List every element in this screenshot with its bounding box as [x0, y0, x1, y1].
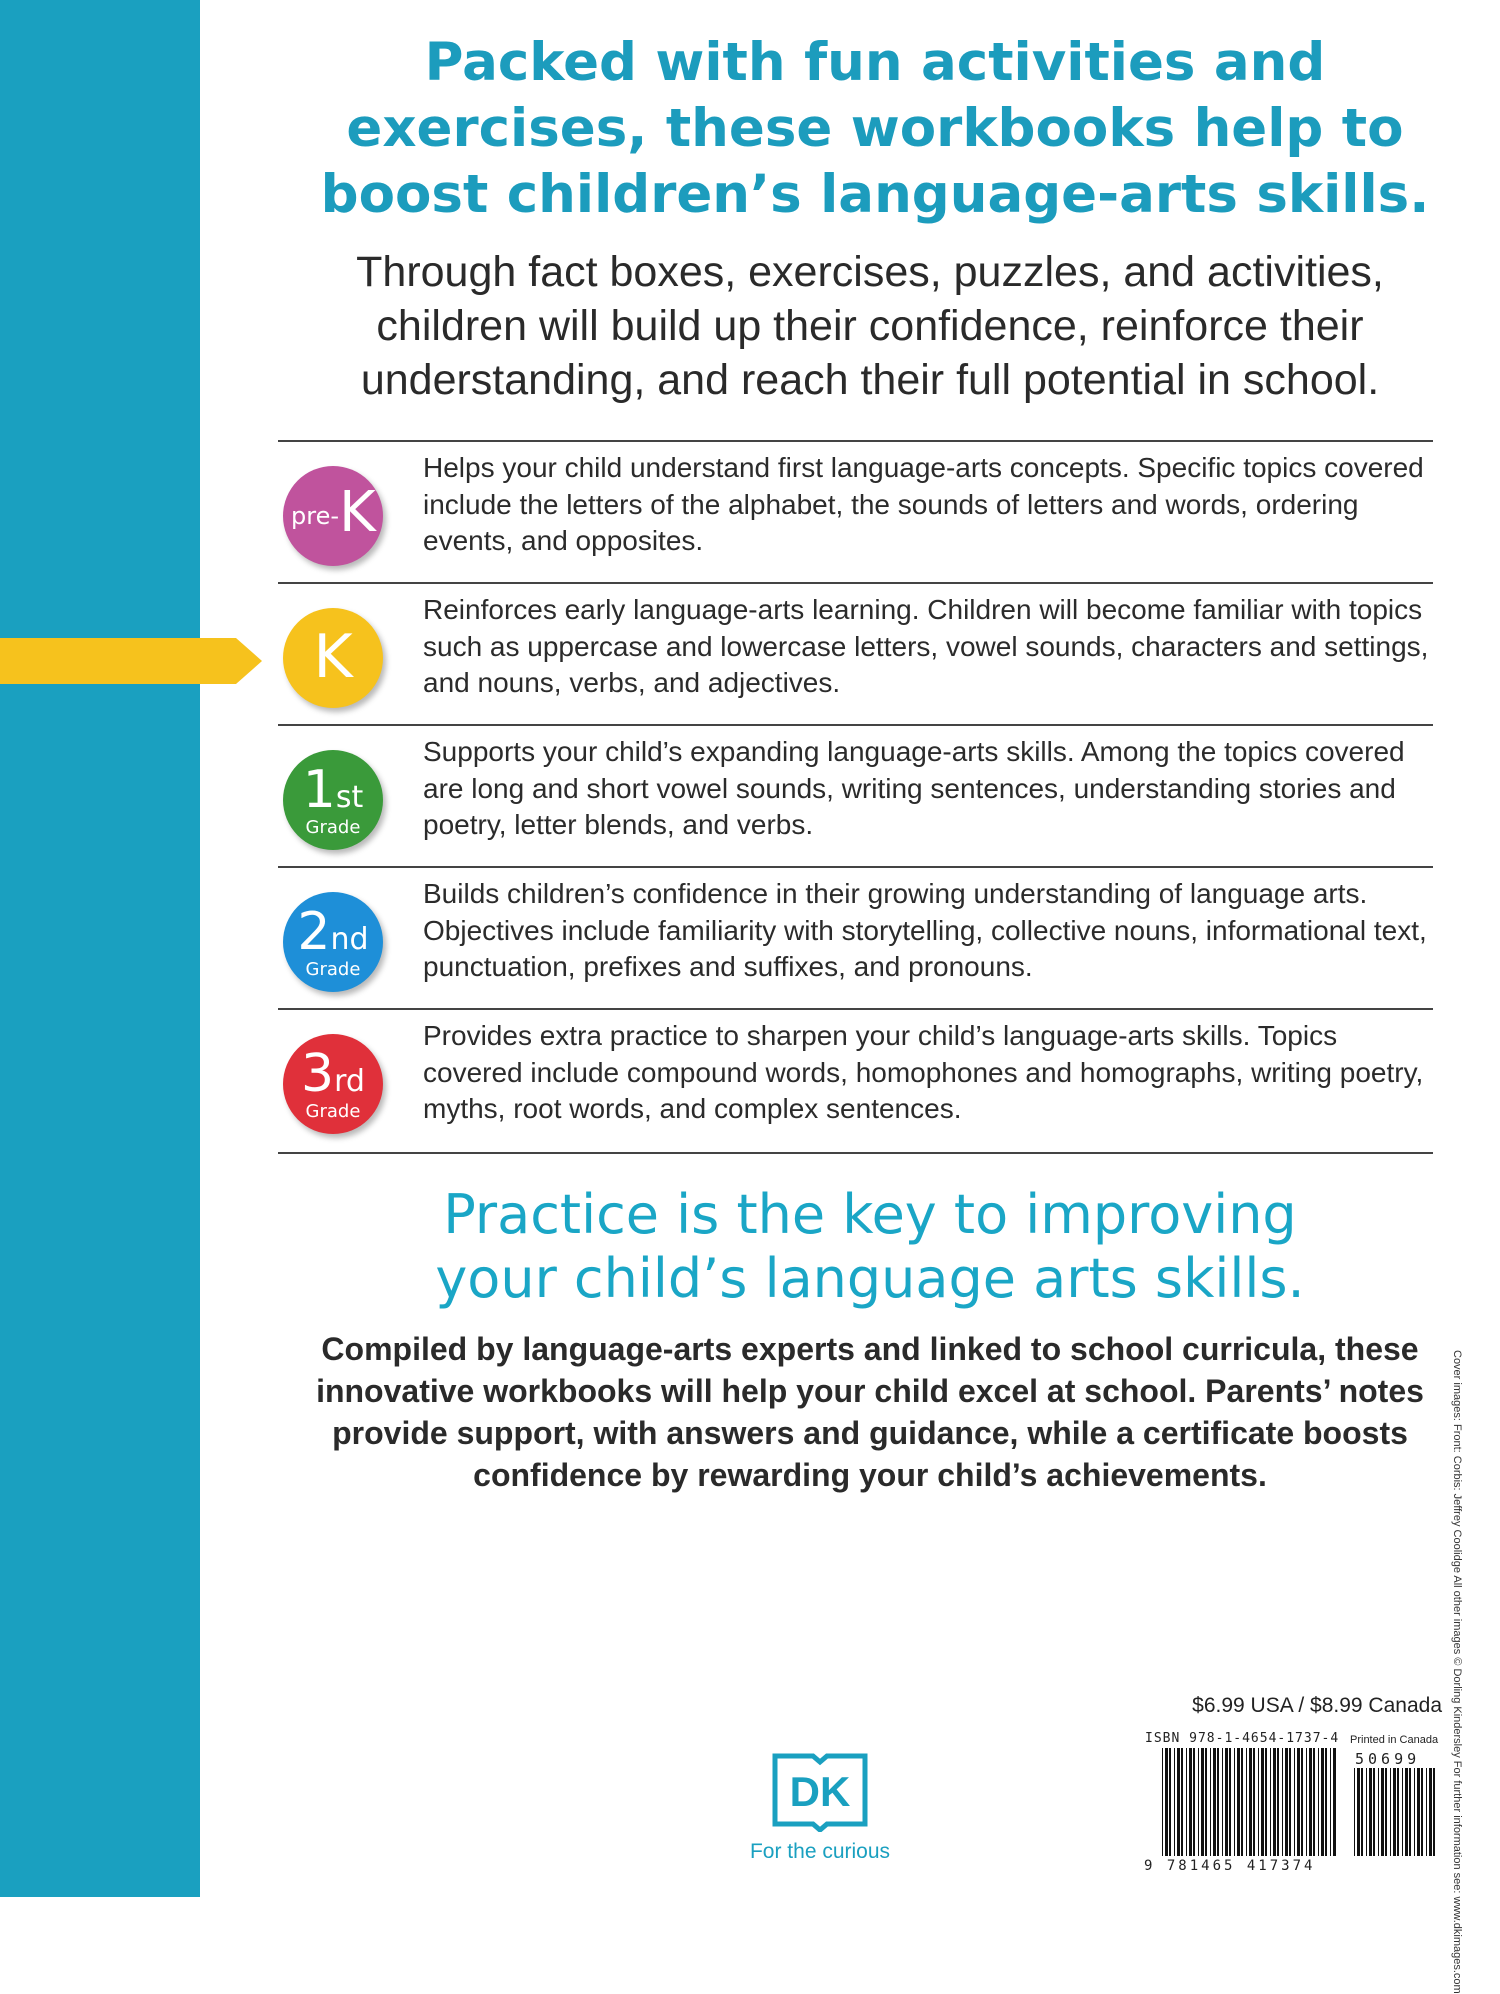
badge-grade-label: Grade [305, 1101, 361, 1122]
level-description: Reinforces early language-arts learning. Children will become familiar with topics such as uppercase and lowercase letters, vowel sounds, characters and settings, and nouns, verbs, and adjectives. [423, 594, 1429, 698]
isbn: ISBN 978-1-4654-1737-4 [1145, 1731, 1340, 1746]
level-row-prek [278, 442, 1433, 582]
compiled-text: Compiled by language-arts experts and linked to school curricula, these innovative workbooks will help your child excel at school. Parents’ notes provide support, with answers and guidance, while a certificate boosts confidence by rewarding your child’s achievements. [316, 1331, 1424, 1493]
practice-slogan [270, 1183, 1470, 1311]
printed-in: Printed in Canada [1350, 1734, 1439, 1746]
practice-line-1: Practice is the key to improving [443, 1183, 1297, 1246]
badge-grade-label: Grade [305, 817, 361, 838]
badge-prefix: pre- [291, 502, 339, 530]
k-badge [283, 608, 383, 708]
badge-main: K [313, 622, 353, 692]
badge-main: 3 [301, 1044, 335, 1104]
tagline: For the curious [749, 1840, 891, 1863]
highlight-arrow-tab [0, 638, 262, 684]
practice-line-2: your child’s language arts skills. [435, 1247, 1305, 1310]
price: $6.99 USA / $8.99 Canada [1192, 1694, 1442, 1717]
headline: Packed with fun activities and exercises, these workbooks help to boost children’s language-arts skills. [320, 32, 1430, 225]
image-credit [1449, 1350, 1463, 1994]
level-description: Builds children’s confidence in their growing understanding of language arts. Objectives include familiarity with storytelling, collective nouns, informational text, punctuation, prefixes and suffixes, and pronouns. [423, 878, 1427, 982]
level-description: Helps your child understand first language-arts concepts. Specific topics covered include the letters of the alphabet, the sounds of letters and words, ordering events, and opposites. [423, 452, 1424, 556]
level-description: Provides extra practice to sharpen your child’s language-arts skills. Topics covered include compound words, homophones and homographs, writing poetry, myths, root words, and complex sentences. [423, 1020, 1424, 1124]
prek-badge [283, 466, 383, 566]
level-row-k [278, 584, 1433, 724]
second-grade-badge [283, 892, 383, 992]
level-description: Supports your child’s expanding language-arts skills. Among the topics covered are long and short vowel sounds, writing sentences, understanding stories and poetry, letter blends, and verbs. [423, 736, 1405, 840]
divider [278, 1152, 1433, 1154]
badge-ordinal: nd [330, 922, 369, 957]
intro-text: Through fact boxes, exercises, puzzles, and activities, children will build up their confidence, reinforce their understanding, and reach their full potential in school. [356, 248, 1384, 404]
level-row-3rd-grade [278, 1010, 1433, 1150]
badge-main: 2 [297, 902, 331, 962]
badge-ordinal: st [335, 780, 364, 815]
level-row-2nd-grade [278, 868, 1433, 1008]
badge-main: K [339, 480, 376, 545]
badge-main: 1 [302, 760, 336, 820]
barcode-addon-digits: 50699 [1355, 1750, 1421, 1768]
dk-logo [771, 1750, 869, 1832]
level-row-1st-grade [278, 726, 1433, 866]
barcode-addon [1352, 1768, 1440, 1856]
badge-grade-label: Grade [305, 959, 361, 980]
third-grade-badge [283, 1034, 383, 1134]
badge-ordinal: rd [334, 1064, 365, 1099]
first-grade-badge [283, 750, 383, 850]
side-color-band [0, 0, 200, 1897]
image-credit-text: Cover images: Front: Corbis: Jeffrey Coolidge All other images © Dorling Kindersley For further information see: www.dkimages.com [1451, 1350, 1463, 1994]
dk-logo-text: DK [789, 1768, 851, 1815]
barcode-digits: 9 781465 417374 [1144, 1858, 1316, 1874]
barcode [1160, 1748, 1340, 1856]
